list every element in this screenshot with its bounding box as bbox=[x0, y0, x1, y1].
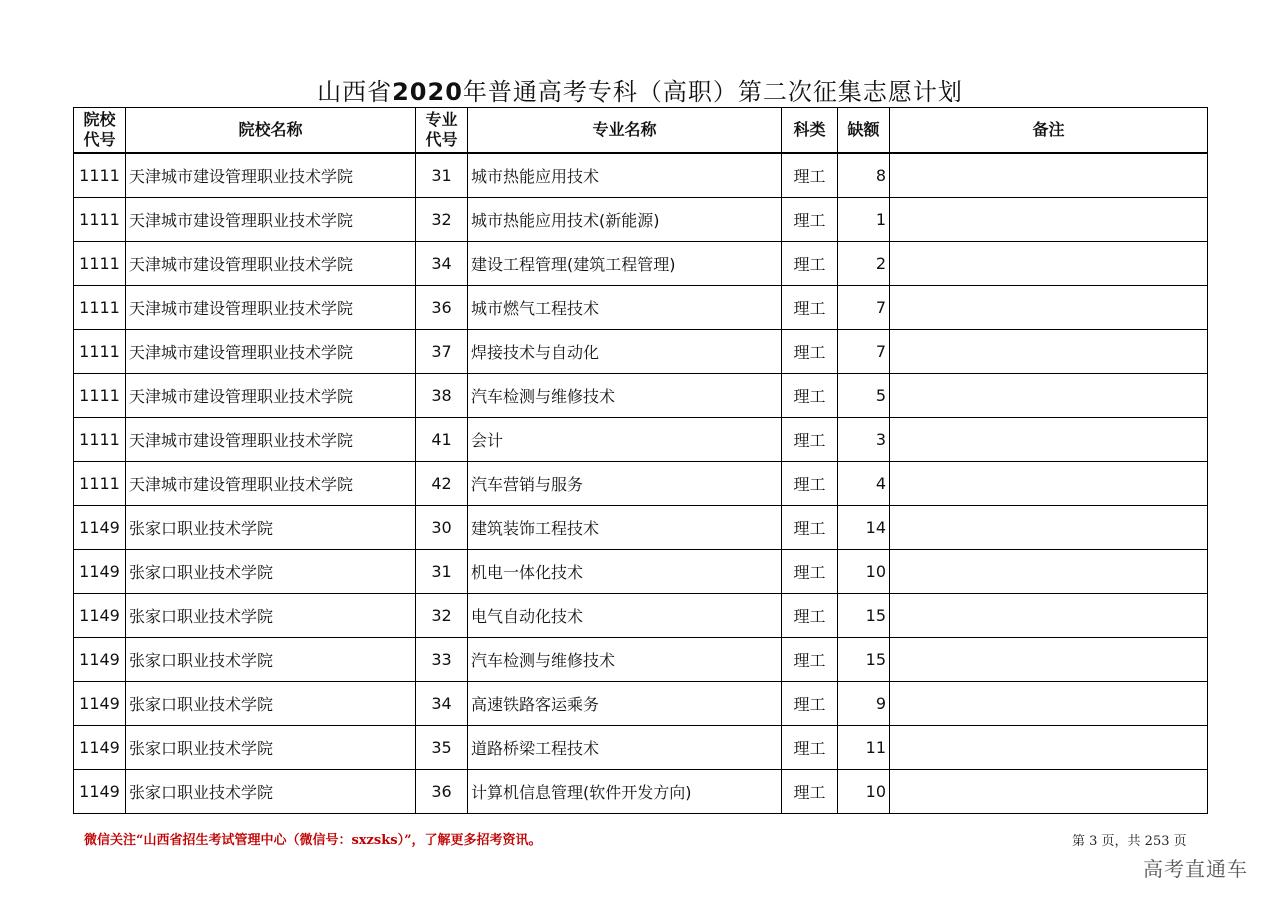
cell-school-code: 1149 bbox=[74, 638, 126, 682]
cell-remarks bbox=[890, 418, 1208, 462]
cell-quota: 2 bbox=[838, 242, 890, 286]
cell-remarks bbox=[890, 638, 1208, 682]
table-row bbox=[74, 550, 1208, 594]
cell-quota: 7 bbox=[838, 330, 890, 374]
table-row bbox=[74, 594, 1208, 638]
cell-school-code: 1111 bbox=[74, 198, 126, 242]
plan-table bbox=[73, 107, 1208, 814]
cell-school-code: 1149 bbox=[74, 726, 126, 770]
cell-major-name: 汽车检测与维修技术 bbox=[468, 374, 782, 418]
cell-remarks bbox=[890, 550, 1208, 594]
cell-major-code: 42 bbox=[416, 462, 468, 506]
table-row bbox=[74, 330, 1208, 374]
cell-remarks bbox=[890, 770, 1208, 814]
cell-school-code: 1111 bbox=[74, 462, 126, 506]
cell-school-name: 天津城市建设管理职业技术学院 bbox=[126, 330, 416, 374]
cell-major-code: 37 bbox=[416, 330, 468, 374]
cell-category: 理工 bbox=[782, 594, 838, 638]
cell-school-name: 天津城市建设管理职业技术学院 bbox=[126, 198, 416, 242]
header-remarks: 备注 bbox=[890, 108, 1208, 154]
page-number: 第 3 页，共 253 页 bbox=[1072, 834, 1187, 849]
header-school-code: 院校代号 bbox=[74, 108, 126, 154]
header-category: 科类 bbox=[782, 108, 838, 154]
cell-school-name: 天津城市建设管理职业技术学院 bbox=[126, 374, 416, 418]
cell-remarks bbox=[890, 462, 1208, 506]
cell-major-code: 41 bbox=[416, 418, 468, 462]
watermark-text: 高考直通车 bbox=[1143, 857, 1248, 881]
cell-school-code: 1149 bbox=[74, 506, 126, 550]
cell-major-code: 36 bbox=[416, 770, 468, 814]
cell-category: 理工 bbox=[782, 153, 838, 198]
cell-school-code: 1149 bbox=[74, 770, 126, 814]
cell-major-code: 34 bbox=[416, 242, 468, 286]
cell-quota: 11 bbox=[838, 726, 890, 770]
cell-remarks bbox=[890, 594, 1208, 638]
cell-school-name: 张家口职业技术学院 bbox=[126, 726, 416, 770]
cell-major-code: 38 bbox=[416, 374, 468, 418]
table-row bbox=[74, 682, 1208, 726]
cell-major-name: 道路桥梁工程技术 bbox=[468, 726, 782, 770]
cell-major-code: 33 bbox=[416, 638, 468, 682]
cell-major-code: 32 bbox=[416, 198, 468, 242]
cell-remarks bbox=[890, 286, 1208, 330]
cell-school-name: 天津城市建设管理职业技术学院 bbox=[126, 286, 416, 330]
cell-quota: 15 bbox=[838, 594, 890, 638]
cell-quota: 5 bbox=[838, 374, 890, 418]
title-year: 2020 bbox=[392, 78, 463, 107]
cell-school-name: 张家口职业技术学院 bbox=[126, 638, 416, 682]
cell-school-code: 1111 bbox=[74, 374, 126, 418]
header-quota: 缺额 bbox=[838, 108, 890, 154]
table-row bbox=[74, 638, 1208, 682]
cell-school-name: 张家口职业技术学院 bbox=[126, 506, 416, 550]
cell-quota: 14 bbox=[838, 506, 890, 550]
page-title bbox=[0, 72, 1280, 107]
cell-quota: 10 bbox=[838, 550, 890, 594]
cell-school-name: 天津城市建设管理职业技术学院 bbox=[126, 242, 416, 286]
cell-school-code: 1111 bbox=[74, 418, 126, 462]
header-major-name: 专业名称 bbox=[468, 108, 782, 154]
table-row bbox=[74, 726, 1208, 770]
cell-remarks bbox=[890, 726, 1208, 770]
cell-school-code: 1111 bbox=[74, 242, 126, 286]
cell-category: 理工 bbox=[782, 682, 838, 726]
cell-category: 理工 bbox=[782, 242, 838, 286]
header-school-name: 院校名称 bbox=[126, 108, 416, 154]
cell-major-name: 高速铁路客运乘务 bbox=[468, 682, 782, 726]
table-header-row bbox=[74, 108, 1208, 154]
cell-school-code: 1111 bbox=[74, 286, 126, 330]
table-row bbox=[74, 286, 1208, 330]
cell-major-code: 36 bbox=[416, 286, 468, 330]
cell-remarks bbox=[890, 506, 1208, 550]
cell-remarks bbox=[890, 242, 1208, 286]
cell-remarks bbox=[890, 682, 1208, 726]
cell-category: 理工 bbox=[782, 770, 838, 814]
cell-remarks bbox=[890, 330, 1208, 374]
cell-quota: 8 bbox=[838, 153, 890, 198]
cell-school-name: 张家口职业技术学院 bbox=[126, 594, 416, 638]
table-row bbox=[74, 242, 1208, 286]
table-row bbox=[74, 462, 1208, 506]
cell-category: 理工 bbox=[782, 726, 838, 770]
cell-school-code: 1111 bbox=[74, 153, 126, 198]
cell-school-name: 天津城市建设管理职业技术学院 bbox=[126, 418, 416, 462]
cell-quota: 15 bbox=[838, 638, 890, 682]
cell-school-name: 天津城市建设管理职业技术学院 bbox=[126, 153, 416, 198]
cell-remarks bbox=[890, 374, 1208, 418]
cell-major-name: 电气自动化技术 bbox=[468, 594, 782, 638]
cell-remarks bbox=[890, 153, 1208, 198]
cell-category: 理工 bbox=[782, 462, 838, 506]
cell-quota: 9 bbox=[838, 682, 890, 726]
table-row bbox=[74, 506, 1208, 550]
cell-quota: 1 bbox=[838, 198, 890, 242]
cell-major-name: 城市热能应用技术(新能源) bbox=[468, 198, 782, 242]
cell-category: 理工 bbox=[782, 286, 838, 330]
cell-major-name: 焊接技术与自动化 bbox=[468, 330, 782, 374]
cell-category: 理工 bbox=[782, 506, 838, 550]
cell-remarks bbox=[890, 198, 1208, 242]
table-row bbox=[74, 153, 1208, 198]
title-prefix: 山西省 bbox=[317, 78, 393, 107]
cell-school-name: 天津城市建设管理职业技术学院 bbox=[126, 462, 416, 506]
cell-major-name: 城市热能应用技术 bbox=[468, 153, 782, 198]
cell-major-name: 建设工程管理(建筑工程管理) bbox=[468, 242, 782, 286]
cell-quota: 10 bbox=[838, 770, 890, 814]
table-row bbox=[74, 374, 1208, 418]
cell-major-code: 31 bbox=[416, 550, 468, 594]
cell-major-name: 会计 bbox=[468, 418, 782, 462]
cell-category: 理工 bbox=[782, 198, 838, 242]
table-row bbox=[74, 198, 1208, 242]
cell-category: 理工 bbox=[782, 638, 838, 682]
cell-quota: 3 bbox=[838, 418, 890, 462]
table-row bbox=[74, 770, 1208, 814]
wechat-notice: 微信关注“山西省招生考试管理中心（微信号：sxzsks）”，了解更多招考资讯。 bbox=[84, 833, 542, 848]
cell-school-name: 张家口职业技术学院 bbox=[126, 550, 416, 594]
cell-major-code: 30 bbox=[416, 506, 468, 550]
cell-quota: 7 bbox=[838, 286, 890, 330]
cell-major-name: 汽车营销与服务 bbox=[468, 462, 782, 506]
cell-school-code: 1111 bbox=[74, 330, 126, 374]
cell-major-name: 城市燃气工程技术 bbox=[468, 286, 782, 330]
cell-school-name: 张家口职业技术学院 bbox=[126, 682, 416, 726]
table-row bbox=[74, 418, 1208, 462]
cell-school-code: 1149 bbox=[74, 550, 126, 594]
cell-category: 理工 bbox=[782, 374, 838, 418]
cell-school-code: 1149 bbox=[74, 682, 126, 726]
cell-major-code: 31 bbox=[416, 153, 468, 198]
cell-major-code: 34 bbox=[416, 682, 468, 726]
cell-category: 理工 bbox=[782, 330, 838, 374]
header-major-code: 专业代号 bbox=[416, 108, 468, 154]
cell-quota: 4 bbox=[838, 462, 890, 506]
cell-major-name: 汽车检测与维修技术 bbox=[468, 638, 782, 682]
cell-major-name: 建筑装饰工程技术 bbox=[468, 506, 782, 550]
cell-category: 理工 bbox=[782, 418, 838, 462]
cell-major-name: 计算机信息管理(软件开发方向) bbox=[468, 770, 782, 814]
cell-major-name: 机电一体化技术 bbox=[468, 550, 782, 594]
cell-major-code: 35 bbox=[416, 726, 468, 770]
cell-school-name: 张家口职业技术学院 bbox=[126, 770, 416, 814]
cell-school-code: 1149 bbox=[74, 594, 126, 638]
title-suffix: 年普通高考专科（高职）第二次征集志愿计划 bbox=[462, 78, 963, 107]
cell-major-code: 32 bbox=[416, 594, 468, 638]
table-body bbox=[74, 153, 1208, 814]
cell-category: 理工 bbox=[782, 550, 838, 594]
